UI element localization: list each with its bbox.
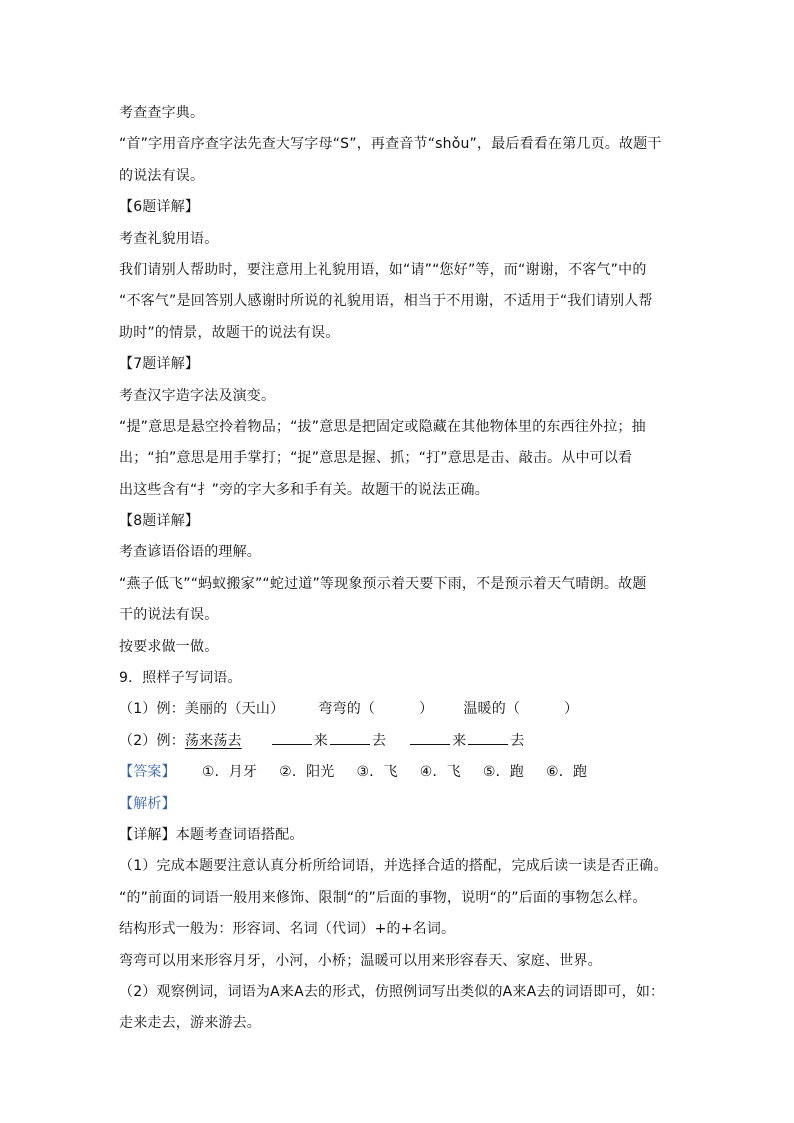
text-line: 结构形式一般为：形容词、名词（代词）+的+名词。	[119, 921, 456, 938]
question-9-part-2	[119, 726, 679, 757]
blank-line	[272, 730, 312, 745]
q9-p1-example: （1）例：美丽的（天山）	[119, 701, 285, 718]
question-9-title: 9．照样子写词语。	[119, 670, 242, 687]
blank-line	[410, 730, 450, 745]
text-line: “的”前面的词语一般用来修饰、限制“的”后面的事物，说明“的”后面的事物怎么样。	[119, 889, 647, 906]
text-line: 考查谚语俗语的理解。	[119, 544, 261, 561]
text-line: “燕子低飞”“蚂蚁搬家”“蛇过道”等现象预示着天要下雨，不是预示着天气晴朗。故题	[119, 575, 647, 592]
text-line: （2）观察例词，词语为A来A去的形式，仿照例词写出类似的A来A去的词语即可，如：	[119, 983, 665, 1000]
text-line: 干的说法有误。	[119, 607, 219, 624]
text-line: 考查查字典。	[119, 105, 205, 121]
text-line: 的说法有误。	[119, 167, 205, 184]
blank-line	[468, 730, 508, 745]
answer-item: ②．阳光	[279, 764, 335, 781]
answer-item: ③．飞	[356, 764, 398, 781]
text-line: 助时”的情景，故题干的说法有误。	[119, 324, 340, 341]
q9-p2-prefix: （2）例：	[119, 732, 185, 749]
answer-item: ⑤．跑	[482, 764, 524, 781]
text-line: 考查礼貌用语。	[119, 230, 219, 247]
answer-item: ①．月牙	[201, 764, 258, 781]
blank-line	[330, 730, 370, 745]
text-line: （1）完成本题要注意认真分析所给词语，并选择合适的搭配，完成后读一读是否正确。	[119, 858, 668, 875]
document-page	[119, 98, 679, 1040]
text-line: 走来走去，游来游去。	[119, 1015, 261, 1032]
q9-qu: 去	[510, 732, 525, 749]
answer-tag: 【答案】	[119, 764, 176, 781]
q9-lai: 来	[452, 732, 467, 749]
q9-p2-example: 荡来荡去	[184, 732, 242, 749]
q9-lai: 来	[313, 732, 328, 749]
answer-item: ⑥．跑	[546, 764, 588, 781]
text-line: 按要求做一做。	[119, 638, 219, 655]
q9-p1-a-close: ）	[419, 701, 434, 718]
detail-heading: 【详解】本题考查词语搭配。	[119, 826, 304, 843]
section-heading-7: 【7题详解】	[119, 356, 200, 373]
q9-p1-b-label: 温暖的（	[463, 701, 521, 718]
text-line: 我们请别人帮助时，要注意用上礼貌用语，如“请”“您好”等，而“谢谢，不客气”中的	[119, 261, 647, 278]
answer-line	[119, 757, 679, 788]
text-line: 考查汉字造字法及演变。	[119, 387, 276, 404]
question-9-part-1	[119, 694, 679, 725]
answer-item: ④．飞	[419, 764, 461, 781]
text-line: “不客气”是回答别人感谢时所说的礼貌用语，相当于不用谢，不适用于“我们请别人帮	[119, 293, 653, 310]
section-heading-6: 【6题详解】	[119, 199, 200, 216]
text-line: “首”字用音序查字法先查大写字母“S”，再查音节“shǒu”，最后看看在第几页。故题干	[119, 136, 662, 153]
q9-qu: 去	[371, 732, 387, 749]
text-line: “提”意思是悬空拎着物品；“拔”意思是把固定或隐藏在其他物体里的东西往外拉；抽	[119, 418, 646, 435]
text-line: 出这些含有“扌”旁的字大多和手有关。故题干的说法正确。	[119, 481, 489, 498]
q9-p1-a-label: 弯弯的（	[318, 701, 376, 718]
section-heading-8: 【8题详解】	[119, 513, 200, 530]
analysis-tag: 【解析】	[119, 795, 176, 812]
text-line: 出；“拍”意思是用手掌打；“捉”意思是握、抓；“打”意思是击、敲击。从中可以看	[119, 450, 633, 467]
q9-p1-b-close: ）	[564, 701, 579, 718]
text-line: 弯弯可以用来形容月牙，小河，小桥；温暖可以用来形容春天、家庭、世界。	[119, 952, 602, 969]
